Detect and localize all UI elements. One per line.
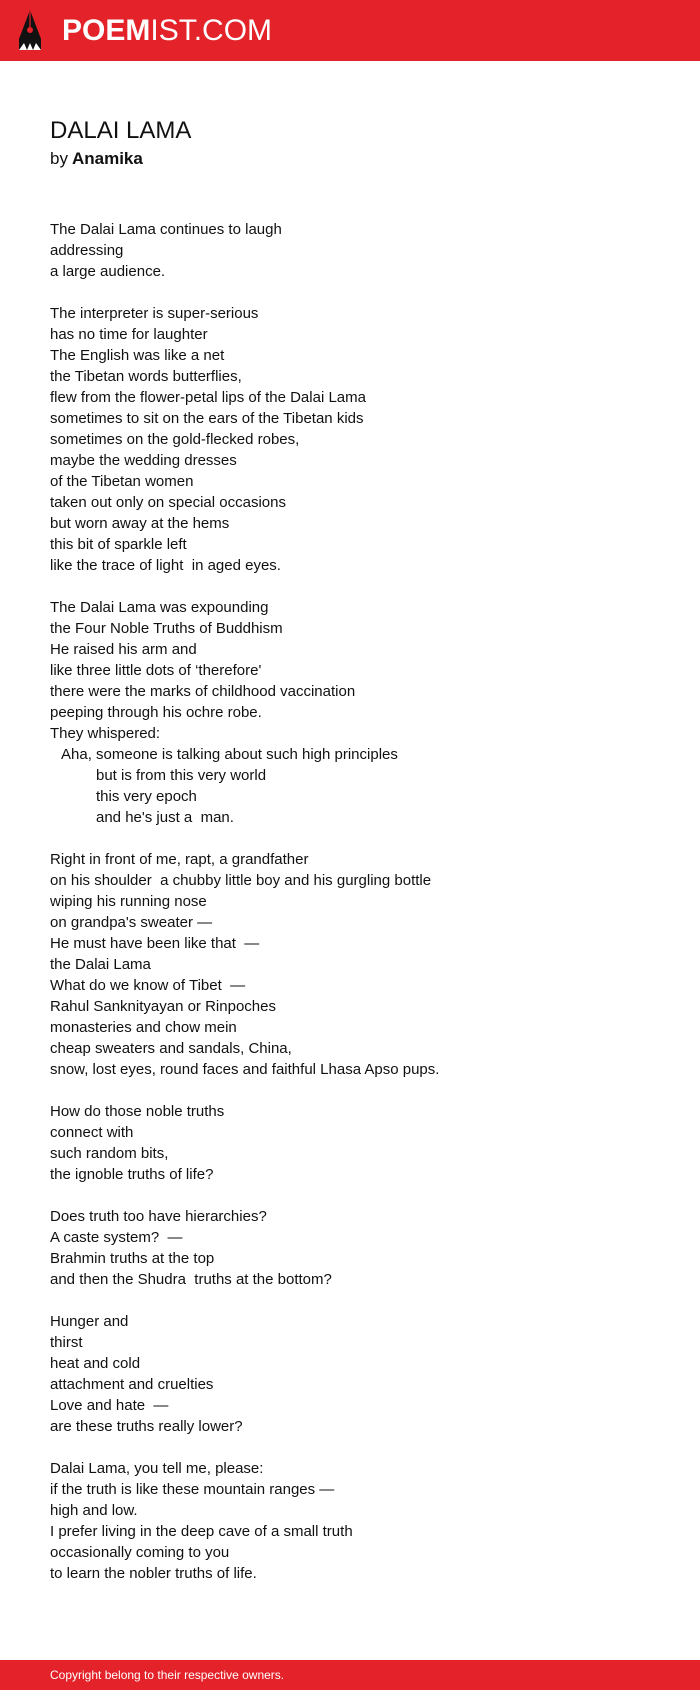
copyright-notice: Copyright belong to their respective owners. <box>50 1668 285 1682</box>
poem-line: but worn away at the hems <box>50 515 230 532</box>
stanza-break <box>50 576 670 597</box>
poem-line: but is from this very world <box>96 767 267 784</box>
poem-line: snow, lost eyes, round faces and faithful Lhasa Apso pups. <box>50 1061 440 1078</box>
poem-line: Love and hate — <box>50 1397 169 1414</box>
poem-line: A caste system? — <box>50 1229 183 1246</box>
poem-line: Dalai Lama, you tell me, please: <box>50 1460 264 1477</box>
poem-line: the Dalai Lama <box>50 956 151 973</box>
poem-title: DALAI LAMA <box>50 117 192 144</box>
site-header <box>0 0 700 61</box>
author-name: Anamika <box>71 149 143 168</box>
poem-line: the Four Noble Truths of Buddhism <box>50 620 283 637</box>
poem-line: Hunger and <box>50 1313 129 1330</box>
poem-line: Brahmin truths at the top <box>50 1250 215 1267</box>
poem-line: like three little dots of ‘therefore' <box>50 662 262 679</box>
poem-line: sometimes to sit on the ears of the Tibetan kids <box>50 410 364 427</box>
poem-line: and he's just a man. <box>96 809 234 826</box>
poem-line: this bit of sparkle left <box>50 536 187 553</box>
logo-light-part: IST.COM <box>150 14 273 47</box>
logo-bold-part: POEM <box>62 14 151 47</box>
poem-line: I prefer living in the deep cave of a small truth <box>50 1523 353 1540</box>
poem-line: taken out only on special occasions <box>50 494 286 511</box>
stanza-break <box>50 1290 670 1311</box>
poem-line: He must have been like that — <box>50 935 260 952</box>
poem-line: They whispered: <box>50 725 161 742</box>
poem-line: has no time for laughter <box>50 326 208 343</box>
poem-line: What do we know of Tibet — <box>50 977 246 994</box>
poem-line: cheap sweaters and sandals, China, <box>50 1040 292 1057</box>
poem-line: are these truths really lower? <box>50 1418 243 1435</box>
poem-line: How do those noble truths <box>50 1103 225 1120</box>
poem-line: on his shoulder a chubby little boy and his gurgling bottle <box>50 872 432 889</box>
poem-line: occasionally coming to you <box>50 1544 230 1561</box>
poem-line: The English was like a net <box>50 347 225 364</box>
poem-line: there were the marks of childhood vaccination <box>50 683 356 700</box>
by-label: by <box>50 149 68 168</box>
poem-line: a large audience. <box>50 263 166 280</box>
poem-line: maybe the wedding dresses <box>50 452 237 469</box>
poem-line: Right in front of me, rapt, a grandfather <box>50 851 309 868</box>
stanza-break <box>50 828 670 849</box>
poem-line: wiping his running nose <box>50 893 207 910</box>
stanza-break <box>50 1080 670 1101</box>
poem-line: the ignoble truths of life? <box>50 1166 214 1183</box>
poem-line: flew from the flower-petal lips of the Dalai Lama <box>50 389 366 406</box>
poem-line: sometimes on the gold-flecked robes, <box>50 431 300 448</box>
poem-line: The interpreter is super-serious <box>50 305 259 322</box>
poem-line: if the truth is like these mountain ranges — <box>50 1481 335 1498</box>
stanza-break <box>50 282 670 303</box>
poem-line: Rahul Sanknityayan or Rinpoches <box>50 998 276 1015</box>
poem-line: this very epoch <box>96 788 197 805</box>
poem-line: peeping through his ochre robe. <box>50 704 262 721</box>
poem-line: heat and cold <box>50 1355 141 1372</box>
poem-line: the Tibetan words butterflies, <box>50 368 242 385</box>
poem-line: The Dalai Lama was expounding <box>50 599 269 616</box>
poem-line: Aha, someone is talking about such high principles <box>61 746 398 763</box>
stanza-break <box>50 1437 670 1458</box>
poem-line: to learn the nobler truths of life. <box>50 1565 257 1582</box>
poem-line: like the trace of light in aged eyes. <box>50 557 281 574</box>
poem-line: He raised his arm and <box>50 641 197 658</box>
poem-line: and then the Shudra truths at the bottom? <box>50 1271 332 1288</box>
poem-line: on grandpa's sweater — <box>50 914 213 931</box>
site-footer <box>0 1660 700 1690</box>
poem-line: such random bits, <box>50 1145 169 1162</box>
byline <box>50 147 143 171</box>
poem-line: Does truth too have hierarchies? <box>50 1208 267 1225</box>
poem-line: attachment and cruelties <box>50 1376 214 1393</box>
site-logo-wordmark[interactable] <box>62 11 272 51</box>
poem-line: The Dalai Lama continues to laugh <box>50 221 282 238</box>
poem-line: monasteries and chow mein <box>50 1019 237 1036</box>
poem-line: addressing <box>50 242 124 259</box>
poem-line: thirst <box>50 1334 83 1351</box>
stanza-break <box>50 1185 670 1206</box>
poem-body <box>50 219 670 1584</box>
poem-line: connect with <box>50 1124 134 1141</box>
poem-line: high and low. <box>50 1502 138 1519</box>
poem-line: of the Tibetan women <box>50 473 194 490</box>
fountain-pen-nib-icon[interactable] <box>16 9 44 53</box>
